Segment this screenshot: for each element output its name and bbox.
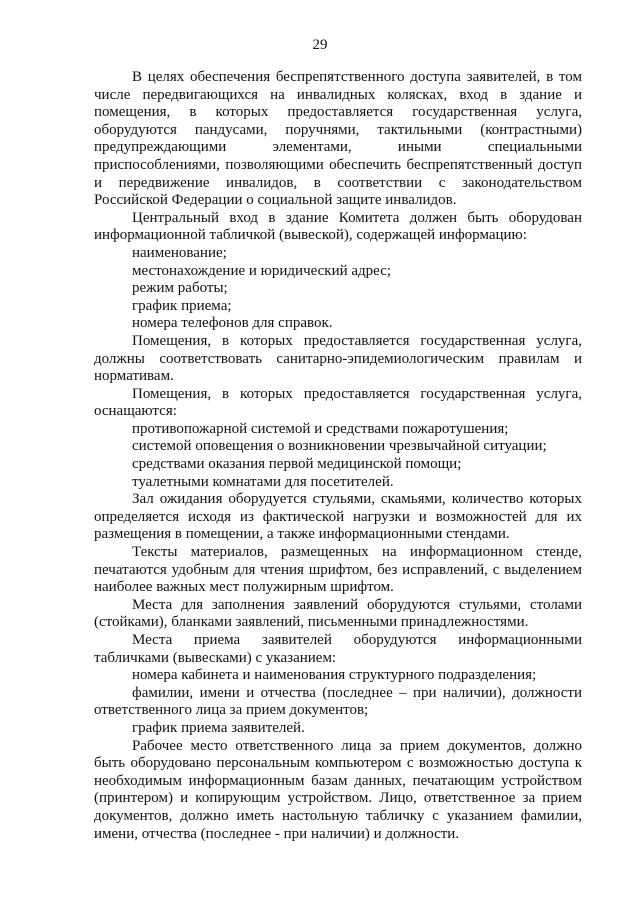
list-item: системой оповещения о возникновении чрезвычайной ситуации; <box>132 438 547 455</box>
list-item: фамилии, имени и отчества (последнее – при наличии), должности ответственного лица за прием документов; <box>94 684 582 719</box>
paragraph-reception-places: Места приема заявителей оборудуются информационными табличками (вывесками) с указанием: <box>94 632 582 666</box>
paragraph-waiting-hall: Зал ожидания оборудуется стульями, скамьями, количество которых определяется исходя из фактической нагрузки и возможностей для их размещения в помещении, а также информационными стендами. <box>94 491 582 543</box>
list-item: туалетными комнатами для посетителей. <box>132 473 394 490</box>
paragraph-form-places: Места для заполнения заявлений оборудуются стульями, столами (стойками), бланками заявлений, письменными принадлежностями. <box>94 596 582 631</box>
page-number: 29 <box>312 37 328 53</box>
paragraph-sanitary: Помещения, в которых предоставляется государственная услуга, должны соответствовать санитарно-эпидемиологическим правилам и нормативам. <box>94 332 582 385</box>
paragraph-workplace: Рабочее место ответственного лица за прием документов, должно быть оборудовано персональным компьютером с возможностью доступа к необходимым информационным базам данных, печатающим устройством (принтером) и копирующим устройством. Лицо, ответственное за прием документов, должно иметь настольную табличку с указанием фамилии, имени, отчества (последнее - при наличии) и должности. <box>94 737 582 842</box>
list-item: средствами оказания первой медицинской помощи; <box>132 456 462 473</box>
list-item: график приема заявителей. <box>132 719 305 736</box>
list-item: режим работы; <box>132 280 228 297</box>
list-item: номера кабинета и наименования структурного подразделения; <box>132 667 537 684</box>
paragraph-accessibility: В целях обеспечения беспрепятственного доступа заявителей, в том числе передвигающихся на инвалидных колясках, вход в здание и помещения, в которых предоставляется государственная услуга, оборудуются пандусами, поручнями, тактильными (контрастными) предупреждающими элементами, иными специальными приспособлениями, позволяющими обеспечить беспрепятственный доступ и передвижение инвалидов, в соответствии с законодательством Российской Федерации о социальной защите инвалидов. <box>94 69 582 209</box>
list-item: противопожарной системой и средствами пожаротушения; <box>132 420 509 437</box>
paragraph-entrance-sign: Центральный вход в здание Комитета должен быть оборудован информационной табличкой (вывеской), содержащей информацию: <box>94 209 582 244</box>
list-item: номера телефонов для справок. <box>132 315 333 332</box>
paragraph-stand-texts: Тексты материалов, размещенных на информационном стенде, печатаются удобным для чтения шрифтом, без исправлений, с выделением наиболее важных мест полужирным шрифтом. <box>94 544 582 596</box>
list-item: график приема; <box>132 297 232 314</box>
list-item: местонахождение и юридический адрес; <box>132 262 392 279</box>
list-item: наименование; <box>132 244 227 261</box>
paragraph-equipment: Помещения, в которых предоставляется государственная услуга, оснащаются: <box>94 385 582 420</box>
document-body <box>94 69 582 843</box>
